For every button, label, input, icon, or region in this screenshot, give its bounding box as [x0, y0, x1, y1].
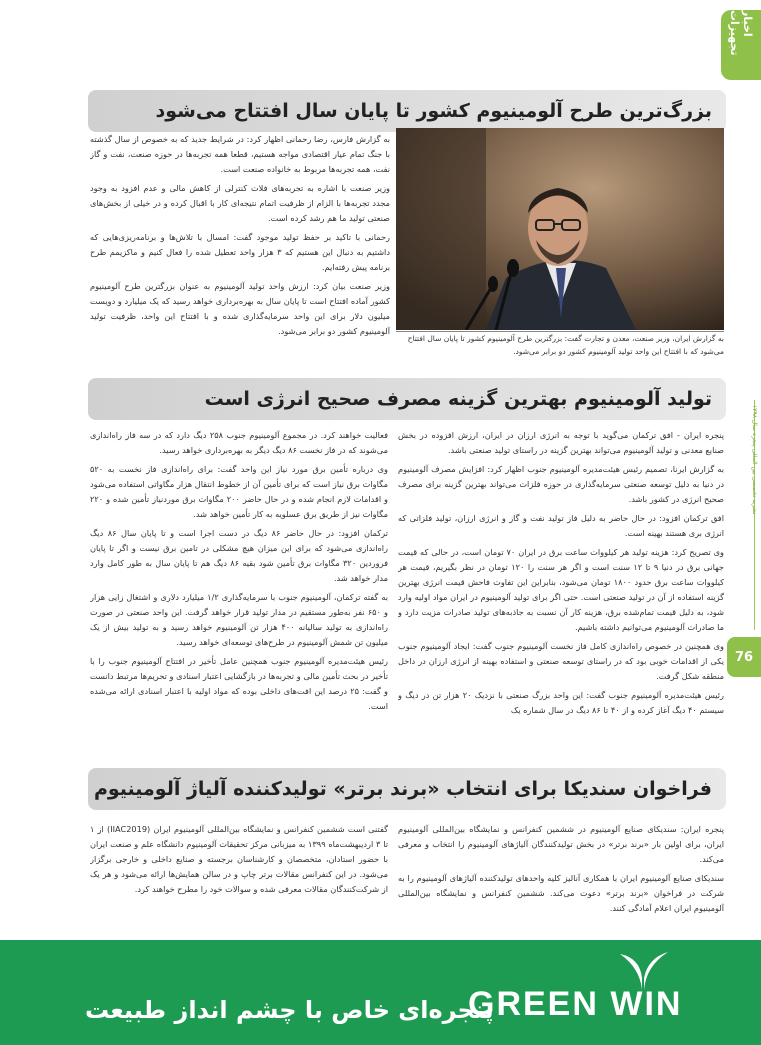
article2-paragraph: فعالیت خواهند کرد. در مجموع آلومینیوم جنوب ۲۵۸ دیگ دارد که در سه فاز راه‌اندازی می‌شوند که در فاز نخست ۸۶ دیگ دیگر به بهره‌برداری خواهد رسید. — [90, 430, 388, 455]
article1-title: بزرگ‌ترین طرح آلومینیوم کشور تا پایان سال افتتاح می‌شود — [155, 100, 712, 122]
article2-right-column — [398, 428, 724, 786]
article1-paragraph: رحمانی با تاکید بر حفظ تولید موجود گفت: امسال با تلاش‌ها و برنامه‌ریزی‌هایی که داشتیم به دنبال این هستیم که ۳ هزار واحد تعطیل شده را فعال کنیم و ماکزیمم طرح برنامه پیش رفته‌ایم. — [90, 232, 390, 272]
article2-paragraph: ترکمان افزود: در حال حاضر ۸۶ دیگ در دست اجرا است و تا پایان سال ۸۶ دیگ راه‌اندازی می‌شود که برای این میزان هیچ مشکلی در تامین برق نیست و اگر تا پایان فروردین ۳۲۰ مگاوات برق تأمین شود بقیه ۸۶ دیگ هم تا پایان سال به طور کامل وارد مدار خواهد شد. — [90, 528, 388, 583]
article2-paragraph: به گفته ترکمان، آلومینیوم جنوب با سرمایه‌گذاری ۱/۲ میلیارد دلاری و اشتغال زایی هزار و ۶۵۰ نفر به‌طور مستقیم در مدار تولید قرار خواهد گرفت. این واحد صنعتی در صورت راه‌اندازی به تولید سالیانه ۴۰۰ هزار تن آلومینیوم خواهد رسید و به تولید بیش از یک میلیون تن شمش آلومینیوم در طرح‌های توسعه‌ای خواهد رسید. — [90, 592, 388, 647]
article1-paragraph: به گزارش فارس، رضا رحمانی اظهار کرد: در شرایط جدید که به خصوص از سال گذشته با جنگ تمام عیار اقتصادی مواجه هستیم، قطعا همه تجربه‌ها در حوزه صنعت، نفت و گاز نفت، همه تجربه‌ها مربوط به خانواده صنعت است. — [90, 134, 390, 174]
article2-paragraph: رئیس هیئت‌مدیره آلومینیوم جنوب گفت: این واحد بزرگ صنعتی با نزدیک ۲۰ هزار تن در دیگ و سیستم ۴۰ دیگ آغاز کرده و از ۴۰ تا ۸۶ دیگ در سال شماره یک — [398, 690, 724, 715]
article2-paragraph: وی درباره تأمین برق مورد نیاز این واحد گفت: برای راه‌اندازی فاز نخست به ۵۲۰ مگاوات برق نیاز است که برای تأمین آن از خطوط انتقال هزار مگاواتی استفاده می‌شود و اقدامات لازم انجام شده و در حال حاضر ۲۰۰ مگاوات برق موردنیاز تأمین شده و ۲۲۰ مگاوات نیز از طریق برق عسلویه به کار تأمین خواهد شد. — [90, 464, 388, 519]
article1-headline-bar — [88, 90, 726, 132]
article3-left-column — [90, 822, 388, 930]
article1-paragraph: وزیر صنعت بیان کرد: ارزش واحد تولید آلومینیوم به عنوان بزرگترین طرح آلومینیوم کشور آماده افتتاح است تا پایان سال به بهره‌برداری خواهد رسید که یک میلیارد و دویست میلیون دلار برای این واحد سرمایه‌گذاری شده و با افتتاح این واحد، ظرفیت تولید آلومینیوم کشور دو برابر می‌شود. — [90, 281, 390, 336]
speaker-photo-illustration — [396, 128, 724, 330]
article2-headline-bar — [88, 378, 726, 420]
article3-paragraph: گفتنی است ششمین کنفرانس و نمایشگاه بین‌المللی آلومینیوم ایران (IIAC2019) از ۱ تا ۳ اردیبهشت‌ماه ۱۳۹۹ به میزبانی مرکز تحقیقات آلومینیوم دانشگاه علم و صنعت ایران با حضور استادان، متخصصان و کارشناسان برجسته و صنایع داخلی و خارجی برگزار می‌شود. در این کنفرانس مقالات برتر چاپ و در سالن همایش‌ها ارائه می‌شود و هر یک از شرکت‌کنندگان مقالات معرفی شده و سوالات خود را مطرح خواهند کرد. — [90, 824, 388, 894]
article1-photo — [396, 128, 724, 330]
article2-paragraph: پنجره ایران - افق ترکمان می‌گوید با توجه به انرژی ارزان در ایران، ارزش افزوده در بخش صنایع معدنی و تولید آلومینیوم می‌تواند بهترین گزینه در راستای تولید صنعتی باشد. — [398, 430, 724, 455]
brand-logo: GREEN WIN — [468, 985, 683, 1023]
footer-slogan: پنجره‌ای خاص با چشم انداز طبیعت — [85, 996, 494, 1024]
article3-title: فراخوان سندیکا برای انتخاب «برند برتر» تولیدکننده آلیاژ آلومینیوم — [93, 778, 712, 800]
article2-paragraph: به گزارش ایرنا، تصمیم رئیس هیئت‌مدیره آلومینیوم جنوب اظهار کرد: افزایش مصرف آلومینیوم در دنیا به دلیل توسعه صنعتی سرمایه‌گذاری در حوزه فلزات می‌تواند بهترین گزینه برای مصرف صحیح انرژی در کشور باشد. — [398, 464, 724, 504]
section-tab — [721, 10, 761, 80]
article2-paragraph: وی تصریح کرد: هزینه تولید هر کیلووات ساعت برق در ایران ۷۰ تومان است، در حالی که قیمت جهانی برق در دنیا ۹ تا ۱۲ سنت است و اگر هر سنت را ۱۲۰ تومان در نظر بگیریم، قیمت هر کیلووات ساعت برق حدود ۱۸۰۰ تومان می‌شود، بنابراین این تفاوت فاحش قیمت انرژی بهترین گزینه استفاده از آن در تولید صنعتی است. حتی اگر برای تولید آلومینیوم در ایران مواد اولیه وارد شود، به دلیل قیمت تمام‌شده برق، هزینه کار آن نسبت به جاذبه‌های تولید صادرات مزیت دارد و ما صادرات آلومینیوم می‌توانیم داشته باشیم. — [398, 547, 724, 632]
article2-paragraph: رئیس هیئت‌مدیره آلومینیوم جنوب همچنین عامل تأخیر در افتتاح آلومینیوم جنوب را با تأخیر در بحث تأمین مالی و تجربه‌ها در بازگشایی اعتبار اسنادی و تحریم‌ها مرتبط دانست و گفت: ۲۵ درصد این افت‌های داخلی بوده که مواد اولیه با اعتبار اسنادی ارائه می‌شده است. — [90, 656, 388, 711]
article1-paragraph: وزیر صنعت با اشاره به تجربه‌های فلات کنترلی از کاهش مالی و عدم افزود به وجود مجدد تجربه‌ها با الزام از ظرفیت اتمام نتیجه‌ای کار با اقبال کرده و در خیلی از بخش‌های صنعتی تولید ما هم رشد کرده است. — [90, 183, 390, 223]
side-note: نشریه تخصصی بین المللی پنجره سال ۱۳۹۸ — [751, 405, 758, 515]
article1-caption: به گزارش ایران، وزیر صنعت، معدن و تجارت گفت: بزرگترین طرح آلومینیوم کشور تا پایان سال افتتاح می‌شود که با افتتاح این واحد تولید آلومینیوم کشور دو برابر می‌شود. — [407, 334, 724, 356]
leaf-icon — [612, 948, 672, 990]
article2-title: تولید آلومینیوم بهترین گزینه مصرف صحیح انرژی است — [204, 388, 712, 410]
article3-paragraph: سندیکای صنایع آلومینیوم ایران با همکاری آنالیز کلیه واحدهای تولیدکننده آلیاژهای آلومینیوم را به شرکت در فراخوان «برند برتر» دعوت می‌کند. ششمین کنفرانس و نمایشگاه بین‌المللی آلومینیوم ایران اعلام آمادگی کنند. — [398, 873, 724, 913]
article3-paragraph: پنجره ایران: سندیکای صنایع آلومینیوم در ششمین کنفرانس و نمایشگاه بین‌المللی آلومینیوم ایران، برای اولین بار «برند برتر» در بخش تولیدکنندگان آلیاژهای آلومینیوم را انتخاب و معرفی می‌کند. — [398, 824, 724, 864]
article2-paragraph: افق ترکمان افزود: در حال حاضر به دلیل فاز تولید نفت و گاز و انرژی ارزان، تولید فلزاتی که انرژی بری هستند بهینه است. — [398, 513, 724, 538]
article3-right-column — [398, 822, 724, 930]
article2-left-column — [90, 428, 388, 786]
article2-paragraph: وی همچنین در خصوص راه‌اندازی کامل فاز نخست آلومینیوم جنوب گفت: ایجاد آلومینیوم جنوب یکی از اقدامات خوبی بود که در راستای توسعه صنعتی و استفاده بهینه از انرژی ارزان در داخل منطقه شکل گرفت. — [398, 641, 724, 681]
section-tab-label: اخبار تجهیزات — [728, 10, 754, 56]
page-number: 76 — [727, 637, 761, 677]
article1-body — [90, 132, 390, 367]
article3-headline-bar — [88, 768, 726, 810]
